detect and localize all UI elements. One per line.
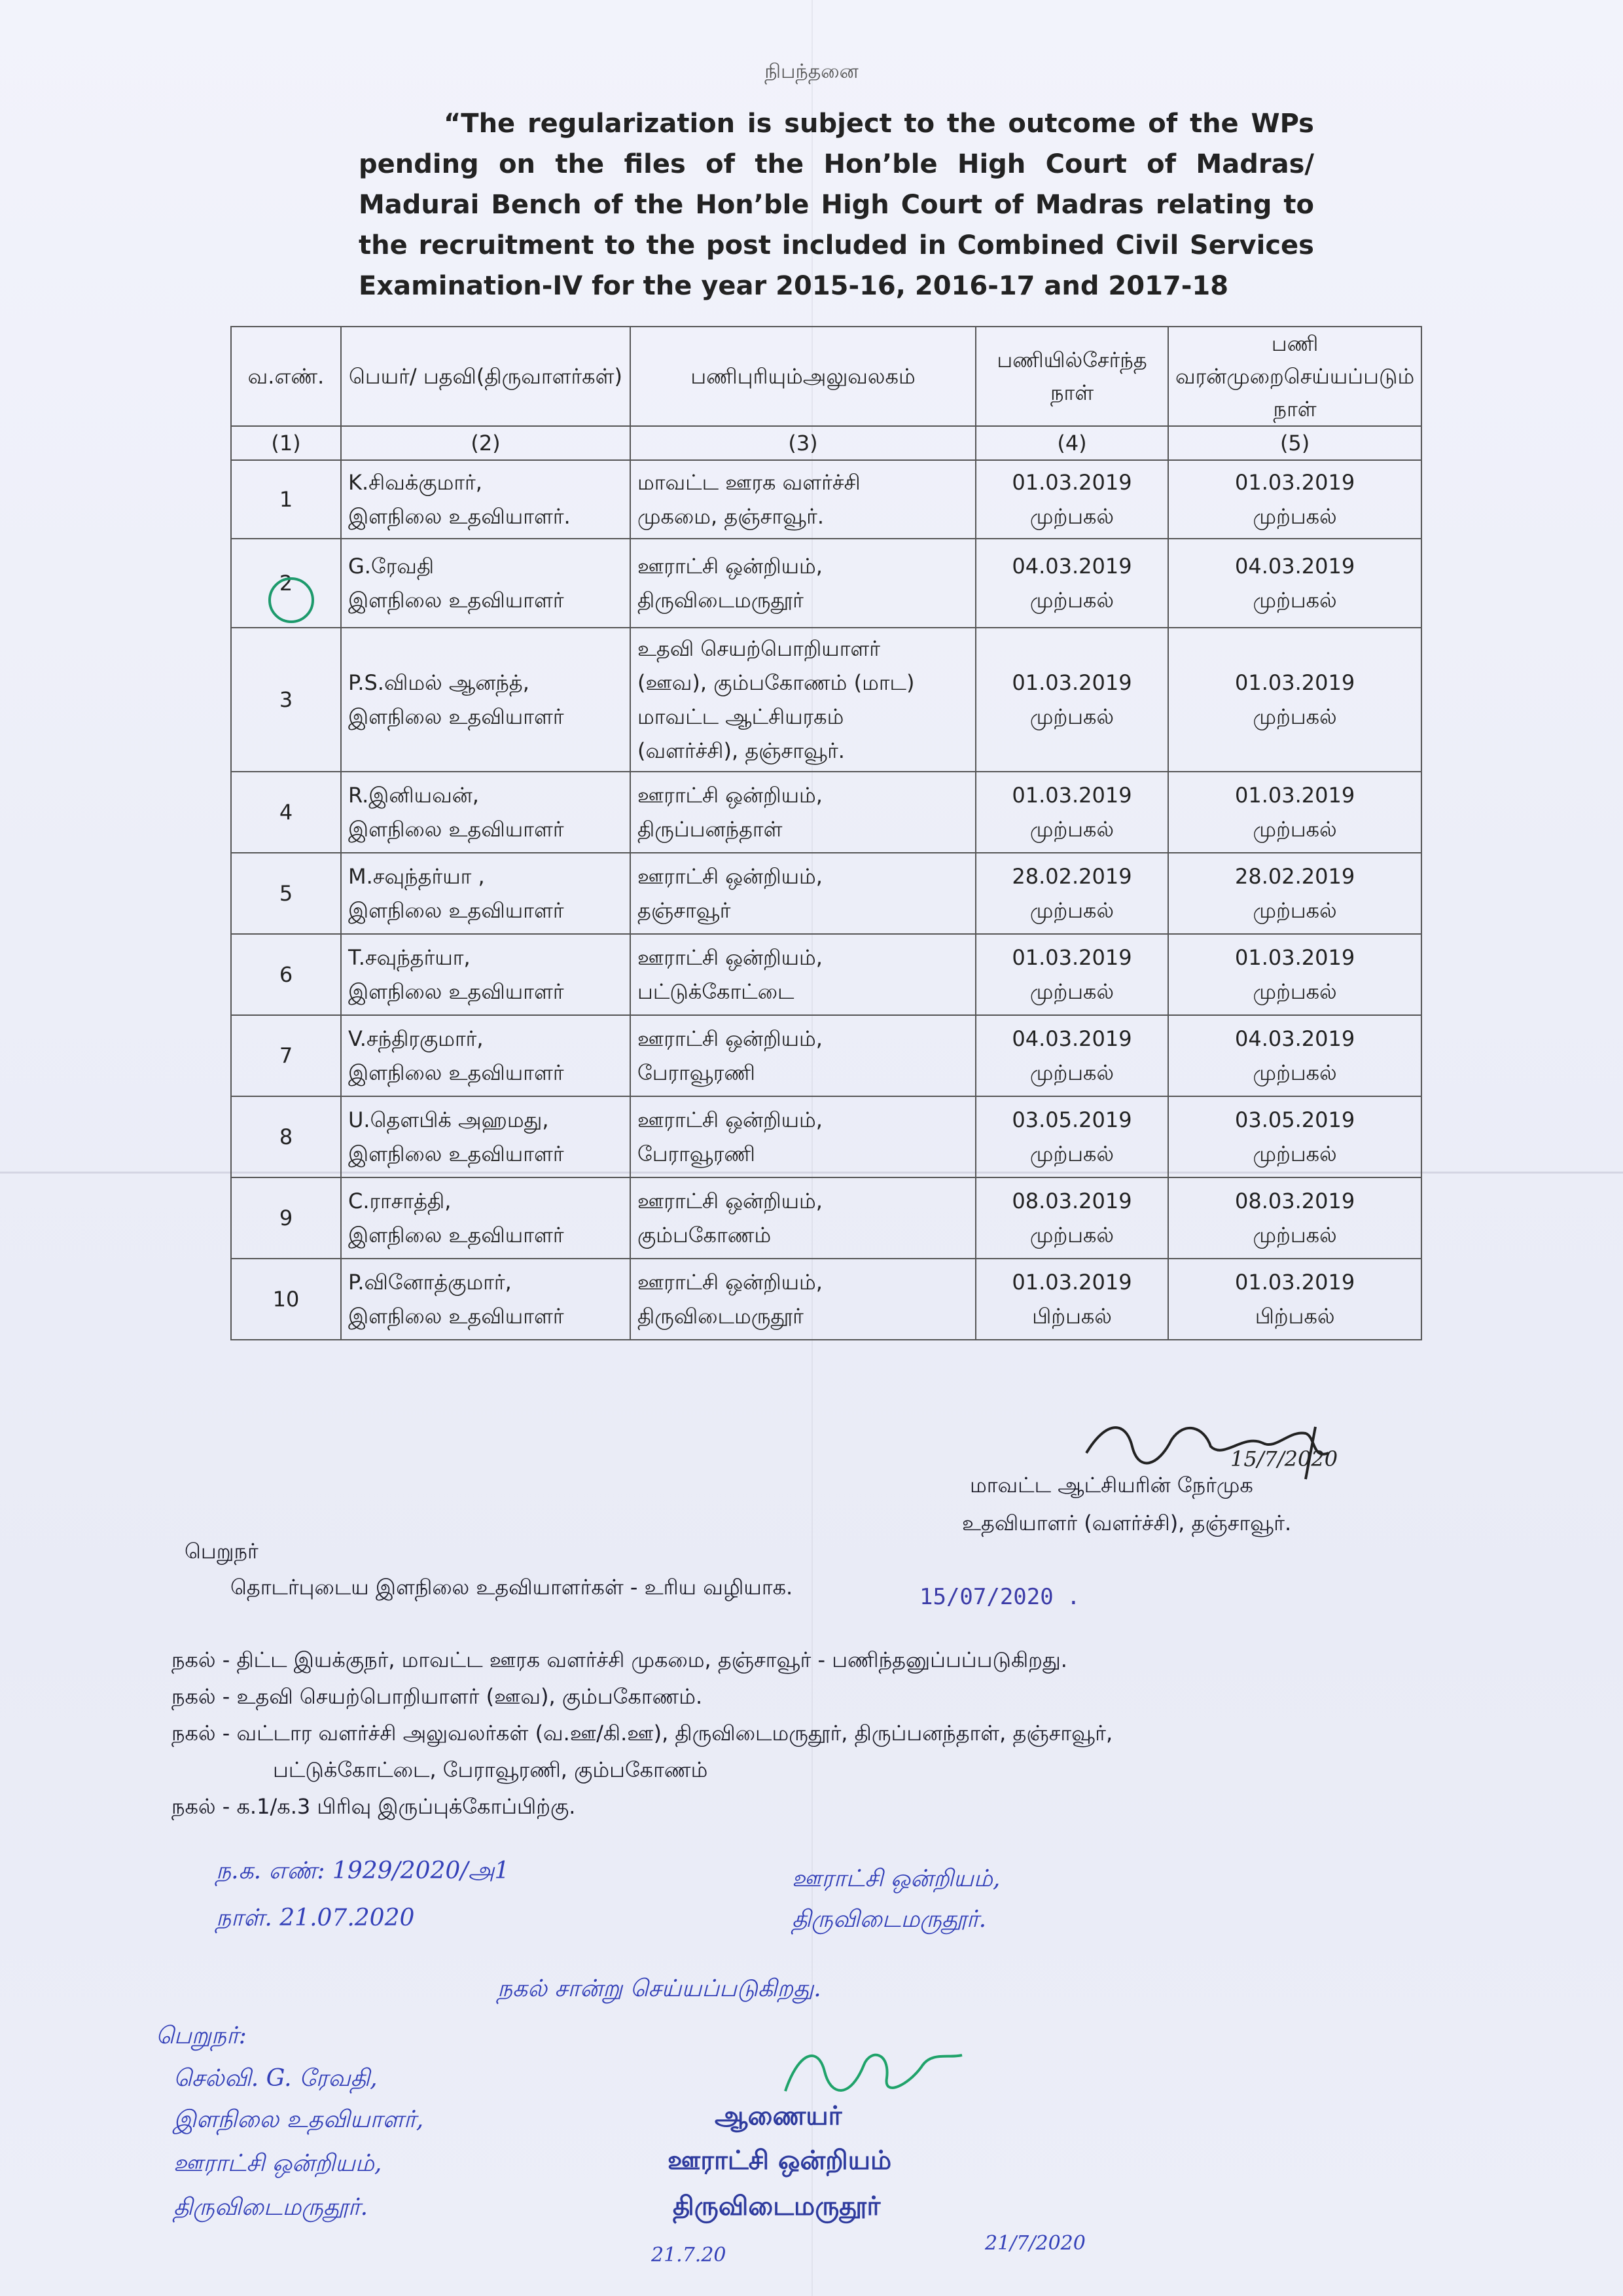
office-line: உதவி செயற்பொறியாளர் bbox=[637, 636, 881, 661]
employee-post: இளநிலை உதவியாளர் bbox=[348, 1223, 564, 1247]
column-number: (5) bbox=[1168, 426, 1421, 460]
copy-line: நகல் - திட்ட இயக்குநர், மாவட்ட ஊரக வளர்ச்சி முகமை, தஞ்சாவூர் - பணிந்தனுப்பப்படுகிறது. bbox=[171, 1647, 1067, 1672]
cell-office bbox=[630, 772, 976, 853]
reg-session: முற்பகல் bbox=[1253, 979, 1337, 1004]
cell-join-date bbox=[976, 1015, 1168, 1096]
signature-date-note: 15/7/2020 bbox=[1230, 1446, 1338, 1471]
endorsement-to-line: இளநிலை உதவியாளர், bbox=[173, 2106, 424, 2133]
cell-office bbox=[630, 460, 976, 539]
cell-name-post bbox=[341, 772, 630, 853]
cell-sno: 8 bbox=[231, 1096, 341, 1177]
header-regularization-date: பணி வரன்முறைசெய்யப்படும் நாள் bbox=[1168, 327, 1421, 426]
cell-regularization-date bbox=[1168, 1259, 1421, 1340]
column-number-row bbox=[231, 426, 1421, 460]
condition-text-block bbox=[359, 103, 1314, 306]
cell-join-date bbox=[976, 1259, 1168, 1340]
header-office: பணிபுரியும்அலுவலகம் bbox=[630, 327, 976, 426]
cell-sno: 7 bbox=[231, 1015, 341, 1096]
cell-join-date bbox=[976, 934, 1168, 1015]
endorsement-office-line: ஊராட்சி ஒன்றியம், bbox=[792, 1865, 1001, 1892]
cell-name-post bbox=[341, 853, 630, 934]
cell-sno: 2 bbox=[231, 539, 341, 628]
employee-post: இளநிலை உதவியாளர் bbox=[348, 979, 564, 1004]
designation-line: உதவியாளர் (வளர்ச்சி), தஞ்சாவூர். bbox=[962, 1511, 1292, 1535]
reg-date: 01.03.2019 bbox=[1235, 783, 1355, 808]
cell-office bbox=[630, 1096, 976, 1177]
reg-date: 01.03.2019 bbox=[1235, 1270, 1355, 1295]
office-line: (வளர்ச்சி), தஞ்சாவூர். bbox=[637, 738, 845, 763]
cell-name-post bbox=[341, 460, 630, 539]
condition-text: “The regularization is subject to the outcome of the WPs pending on the files of the Hon’ble High Court of Madras/ Madurai Bench of the Hon’ble High Court of Madras relating to the recruitment to the post included in Combined Civil Services Examination-IV for the year 2015-16, 2016-17 and 2017-18 bbox=[359, 109, 1314, 301]
endorsement-to-line: செல்வி. G. ரேவதி, bbox=[173, 2065, 378, 2092]
employee-post: இளநிலை உதவியாளர் bbox=[348, 1060, 564, 1085]
condition-heading: நிபந்தனை bbox=[764, 60, 859, 83]
office-line: பேராவூரணி bbox=[637, 1141, 755, 1166]
office-line: தஞ்சாவூர் bbox=[637, 898, 731, 923]
join-session: முற்பகல் bbox=[1029, 898, 1115, 923]
table-row bbox=[231, 1177, 1421, 1259]
recipient-label: பெறுநர் bbox=[185, 1539, 259, 1564]
office-line: கும்பகோணம் bbox=[637, 1223, 772, 1247]
table-row bbox=[231, 1096, 1421, 1177]
table-row bbox=[231, 1259, 1421, 1340]
side-date: 21/7/2020 bbox=[985, 2232, 1086, 2255]
endorsement-date: நாள். 21.07.2020 bbox=[216, 1905, 415, 1931]
reg-date: 03.05.2019 bbox=[1235, 1107, 1355, 1132]
cell-regularization-date bbox=[1168, 1015, 1421, 1096]
reg-session: முற்பகல் bbox=[1253, 1141, 1337, 1166]
reg-date: 28.02.2019 bbox=[1235, 864, 1355, 889]
commissioner-signature bbox=[772, 2039, 982, 2111]
office-line: முகமை, தஞ்சாவூர். bbox=[637, 504, 825, 529]
cell-name-post bbox=[341, 628, 630, 772]
copy-line: நகல் - வட்டார வளர்ச்சி அலுவலர்கள் (வ.ஊ/கி.ஊ), திருவிடைமருதூர், திருப்பனந்தாள், தஞ்சாவூர், bbox=[171, 1721, 1113, 1746]
reg-date: 01.03.2019 bbox=[1235, 945, 1355, 970]
reg-date: 01.03.2019 bbox=[1235, 670, 1355, 695]
join-date: 08.03.2019 bbox=[1012, 1189, 1132, 1213]
employee-post: இளநிலை உதவியாளர். bbox=[348, 504, 571, 529]
endorsement-office-line: திருவிடைமருதூர். bbox=[792, 1906, 987, 1933]
cell-join-date bbox=[976, 1177, 1168, 1259]
reg-session: முற்பகல் bbox=[1253, 1060, 1337, 1085]
cell-office bbox=[630, 934, 976, 1015]
office-line: மாவட்ட ஆட்சியரகம் bbox=[637, 704, 844, 729]
cell-office bbox=[630, 1015, 976, 1096]
office-line: ஊராட்சி ஒன்றியம், bbox=[637, 1270, 823, 1295]
table-row bbox=[231, 853, 1421, 934]
cell-name-post bbox=[341, 539, 630, 628]
join-session: முற்பகல் bbox=[1029, 1141, 1115, 1166]
reg-date: 04.03.2019 bbox=[1235, 1026, 1355, 1051]
office-line: ஊராட்சி ஒன்றியம், bbox=[637, 554, 823, 579]
table-header-row bbox=[231, 327, 1421, 426]
cell-sno: 4 bbox=[231, 772, 341, 853]
employee-name: P.S.விமல் ஆனந்த், bbox=[348, 670, 529, 695]
office-line: திருவிடைமருதூர் bbox=[637, 1304, 804, 1329]
join-date: 01.03.2019 bbox=[1012, 1270, 1132, 1295]
cell-name-post bbox=[341, 1177, 630, 1259]
join-date: 28.02.2019 bbox=[1012, 864, 1132, 889]
reg-session: முற்பகல் bbox=[1253, 588, 1337, 613]
designation-line: மாவட்ட ஆட்சியரின் நேர்முக bbox=[970, 1473, 1253, 1498]
employee-name: U.தௌபிக் அஹமது, bbox=[348, 1107, 549, 1132]
column-number: (2) bbox=[341, 426, 630, 460]
cell-office bbox=[630, 853, 976, 934]
endorsement-to-line: ஊராட்சி ஒன்றியம், bbox=[173, 2150, 382, 2177]
copy-line: நகல் - உதவி செயற்பொறியாளர் (ஊவ), கும்பகோணம். bbox=[171, 1684, 703, 1709]
endorsement-to-label: பெறுநர்: bbox=[156, 2022, 247, 2049]
handwritten-circle-mark bbox=[268, 577, 314, 623]
recipient-line: தொடர்புடைய இளநிலை உதவியாளர்கள் - உரிய வழியாக. bbox=[230, 1575, 793, 1600]
join-date: 03.05.2019 bbox=[1012, 1107, 1132, 1132]
cell-regularization-date bbox=[1168, 853, 1421, 934]
office-line: திருவிடைமருதூர் bbox=[637, 588, 804, 613]
reg-session: முற்பகல் bbox=[1253, 1223, 1337, 1247]
column-number: (3) bbox=[630, 426, 976, 460]
reg-date: 04.03.2019 bbox=[1235, 554, 1355, 579]
cell-regularization-date bbox=[1168, 628, 1421, 772]
header-sno: வ.எண். bbox=[231, 327, 341, 426]
join-session: முற்பகல் bbox=[1029, 504, 1115, 529]
office-line: பட்டுக்கோட்டை bbox=[637, 979, 794, 1004]
cell-office bbox=[630, 1177, 976, 1259]
reg-session: முற்பகல் bbox=[1253, 704, 1337, 729]
employee-post: இளநிலை உதவியாளர் bbox=[348, 1304, 564, 1329]
cell-join-date bbox=[976, 1096, 1168, 1177]
join-date: 04.03.2019 bbox=[1012, 554, 1132, 579]
employee-name: R.இனியவன், bbox=[348, 783, 479, 808]
join-session: முற்பகல் bbox=[1029, 979, 1115, 1004]
reg-session: முற்பகல் bbox=[1253, 817, 1337, 842]
employee-post: இளநிலை உதவியாளர் bbox=[348, 898, 564, 923]
cell-sno: 10 bbox=[231, 1259, 341, 1340]
cell-name-post bbox=[341, 1259, 630, 1340]
cell-join-date bbox=[976, 628, 1168, 772]
join-date: 01.03.2019 bbox=[1012, 945, 1132, 970]
employee-post: இளநிலை உதவியாளர் bbox=[348, 1141, 564, 1166]
employee-name: T.சவுந்தர்யா, bbox=[348, 945, 471, 970]
cell-sno: 1 bbox=[231, 460, 341, 539]
employee-name: K.சிவக்குமார், bbox=[348, 470, 482, 495]
table-row bbox=[231, 628, 1421, 772]
column-number: (1) bbox=[231, 426, 341, 460]
endorsement-to-line: திருவிடைமருதூர். bbox=[173, 2194, 368, 2221]
join-date: 04.03.2019 bbox=[1012, 1026, 1132, 1051]
office-line: மாவட்ட ஊரக வளர்ச்சி bbox=[637, 470, 861, 495]
cell-join-date bbox=[976, 539, 1168, 628]
office-line: ஊராட்சி ஒன்றியம், bbox=[637, 864, 823, 889]
office-line: திருப்பனந்தாள் bbox=[637, 817, 783, 842]
signature-designation bbox=[962, 1466, 1387, 1542]
cell-regularization-date bbox=[1168, 772, 1421, 853]
cell-office bbox=[630, 1259, 976, 1340]
copy-line: நகல் - க.1/க.3 பிரிவு இருப்புக்கோப்பிற்கு. bbox=[171, 1794, 576, 1819]
cell-regularization-date bbox=[1168, 1096, 1421, 1177]
reg-date: 01.03.2019 bbox=[1235, 470, 1355, 495]
cell-regularization-date bbox=[1168, 539, 1421, 628]
join-session: முற்பகல் bbox=[1029, 817, 1115, 842]
table-row bbox=[231, 772, 1421, 853]
table-row bbox=[231, 1015, 1421, 1096]
office-line: ஊராட்சி ஒன்றியம், bbox=[637, 1189, 823, 1213]
office-line: பேராவூரணி bbox=[637, 1060, 755, 1085]
seal-line: திருவிடைமருதூர் bbox=[673, 2191, 881, 2221]
table-row bbox=[231, 934, 1421, 1015]
cell-sno: 5 bbox=[231, 853, 341, 934]
office-line: ஊராட்சி ஒன்றியம், bbox=[637, 1026, 823, 1051]
cell-office bbox=[630, 539, 976, 628]
employee-name: P.வினோத்குமார், bbox=[348, 1270, 512, 1295]
employee-name: V.சந்திரகுமார், bbox=[348, 1026, 484, 1051]
join-date: 01.03.2019 bbox=[1012, 670, 1132, 695]
employee-name: G.ரேவதி bbox=[348, 554, 435, 579]
reg-session: முற்பகல் bbox=[1253, 504, 1337, 529]
employee-post: இளநிலை உதவியாளர் bbox=[348, 588, 564, 613]
recipient-date-stamp: 15/07/2020 . bbox=[919, 1584, 1080, 1610]
join-date: 01.03.2019 bbox=[1012, 470, 1132, 495]
cell-join-date bbox=[976, 853, 1168, 934]
cell-name-post bbox=[341, 934, 630, 1015]
cell-regularization-date bbox=[1168, 460, 1421, 539]
office-line: ஊராட்சி ஒன்றியம், bbox=[637, 945, 823, 970]
column-number: (4) bbox=[976, 426, 1168, 460]
cell-office bbox=[630, 628, 976, 772]
cell-regularization-date bbox=[1168, 1177, 1421, 1259]
table-row bbox=[231, 539, 1421, 628]
reg-date: 08.03.2019 bbox=[1235, 1189, 1355, 1213]
employee-name: M.சவுந்தர்யா , bbox=[348, 864, 485, 889]
join-session: முற்பகல் bbox=[1029, 704, 1115, 729]
copy-line: பட்டுக்கோட்டை, பேராவூரணி, கும்பகோணம் bbox=[273, 1757, 708, 1782]
employee-name: C.ராசாத்தி, bbox=[348, 1189, 452, 1213]
join-date: 01.03.2019 bbox=[1012, 783, 1132, 808]
header-join-date: பணியில்சேர்ந்த நாள் bbox=[976, 327, 1168, 426]
cell-name-post bbox=[341, 1015, 630, 1096]
seal-line: ஆணையர் bbox=[715, 2101, 842, 2131]
employee-post: இளநிலை உதவியாளர் bbox=[348, 817, 564, 842]
join-session: முற்பகல் bbox=[1029, 1060, 1115, 1085]
copy-to-list bbox=[171, 1641, 1349, 1825]
join-session: முற்பகல் bbox=[1029, 1223, 1115, 1247]
office-line: (ஊவ), கும்பகோணம் (மாட) bbox=[637, 670, 915, 695]
cell-regularization-date bbox=[1168, 934, 1421, 1015]
office-line: ஊராட்சி ஒன்றியம், bbox=[637, 783, 823, 808]
cell-name-post bbox=[341, 1096, 630, 1177]
certified-copy-note: நகல் சான்று செய்யப்படுகிறது. bbox=[497, 1975, 821, 2002]
cell-join-date bbox=[976, 460, 1168, 539]
header-name-post: பெயர்/ பதவி(திருவாளர்கள்) bbox=[341, 327, 630, 426]
join-session: பிற்பகல் bbox=[1032, 1304, 1112, 1329]
endorsement-ref-no: ந.க. எண்: 1929/2020/அ1 bbox=[216, 1857, 510, 1884]
office-line: ஊராட்சி ஒன்றியம், bbox=[637, 1107, 823, 1132]
table-row bbox=[231, 460, 1421, 539]
cell-join-date bbox=[976, 772, 1168, 853]
initial-date: 21.7.20 bbox=[651, 2244, 726, 2267]
employee-post: இளநிலை உதவியாளர் bbox=[348, 704, 564, 729]
reg-session: முற்பகல் bbox=[1253, 898, 1337, 923]
reg-session: பிற்பகல் bbox=[1255, 1304, 1335, 1329]
cell-sno: 3 bbox=[231, 628, 341, 772]
regularization-table bbox=[230, 326, 1422, 1340]
seal-line: ஊராட்சி ஒன்றியம் bbox=[668, 2145, 892, 2176]
cell-sno: 6 bbox=[231, 934, 341, 1015]
join-session: முற்பகல் bbox=[1029, 588, 1115, 613]
cell-sno: 9 bbox=[231, 1177, 341, 1259]
